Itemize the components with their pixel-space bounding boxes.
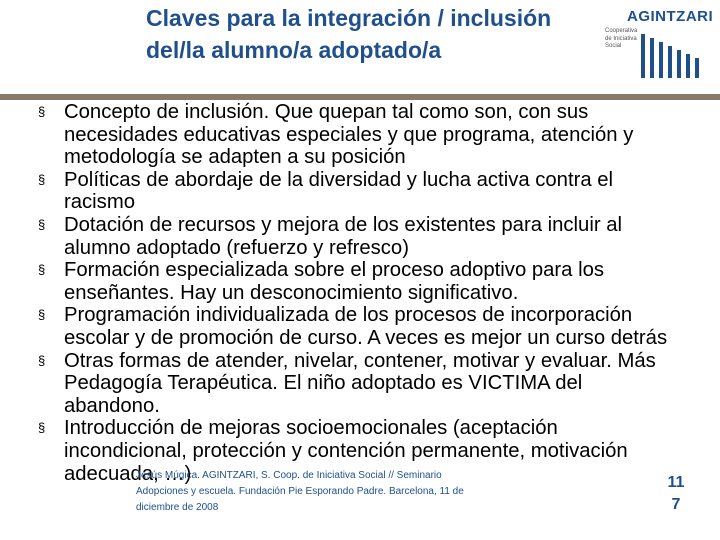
bullet-text: Concepto de inclusión. Que quepan tal como son, con sus necesidades educativas especiales y que programa, atención y metodología se adapten a su posición <box>64 101 634 169</box>
bullet-text: Políticas de abordaje de la diversidad y lucha activa contra el racismo <box>64 168 614 214</box>
list-item <box>38 214 678 259</box>
bullet-text: Dotación de recursos y mejora de los existentes para incluir al alumno adoptado (refuerzo y refresco) <box>64 213 623 259</box>
bullet-list <box>38 101 678 485</box>
header-divider <box>0 94 720 100</box>
bullet-marker-icon: § <box>38 307 46 323</box>
bullet-marker-icon: § <box>38 420 46 436</box>
footer-line: Adopciones y escuela. Fundación Pie Esporando Padre. Barcelona, 11 de <box>136 486 464 497</box>
bullet-marker-icon: § <box>38 262 46 278</box>
list-item <box>38 169 678 214</box>
bullet-text: Introducción de mejoras socioemocionales (aceptación incondicional, protección y contención permanente, motivación adecuada, …) <box>64 417 628 485</box>
footer-line: diciembre de 2008 <box>136 502 219 513</box>
list-item <box>38 350 678 418</box>
bullet-marker-icon: § <box>38 352 46 368</box>
list-item <box>38 259 678 304</box>
bullet-marker-icon: § <box>38 216 46 232</box>
slide-title: Claves para la integración / inclusión del/la alumno/a adoptado/a <box>146 5 552 63</box>
logo-bars-icon <box>639 28 705 82</box>
logo-subtitle: Cooperativa de Iniciativa Social <box>605 28 638 49</box>
bullet-marker-icon: § <box>38 171 46 187</box>
bullet-text: Formación especializada sobre el proceso adoptivo para los enseñantes. Hay un desconocimiento significativo. <box>64 259 605 304</box>
list-item <box>38 101 678 169</box>
list-item <box>38 304 678 349</box>
footer-line: Jesús Múgica. AGINTZARI, S. Coop. de Iniciativa Social // Seminario <box>136 470 442 481</box>
logo-name: AGINTZARI <box>627 8 714 25</box>
bullet-marker-icon: § <box>38 104 46 119</box>
agintzari-logo <box>597 6 714 86</box>
slide-footer <box>136 468 636 516</box>
bullet-text: Programación individualizada de los procesos de incorporación escolar y de promoción de curso. A veces es mejor un curso detrás <box>64 304 668 349</box>
page-number: 11 7 <box>667 474 685 513</box>
bullet-text: Otras formas de atender, nivelar, contener, motivar y evaluar. Más Pedagogía Terapéutica. El niño adoptado es VICTIMA del abandono. <box>64 349 656 417</box>
